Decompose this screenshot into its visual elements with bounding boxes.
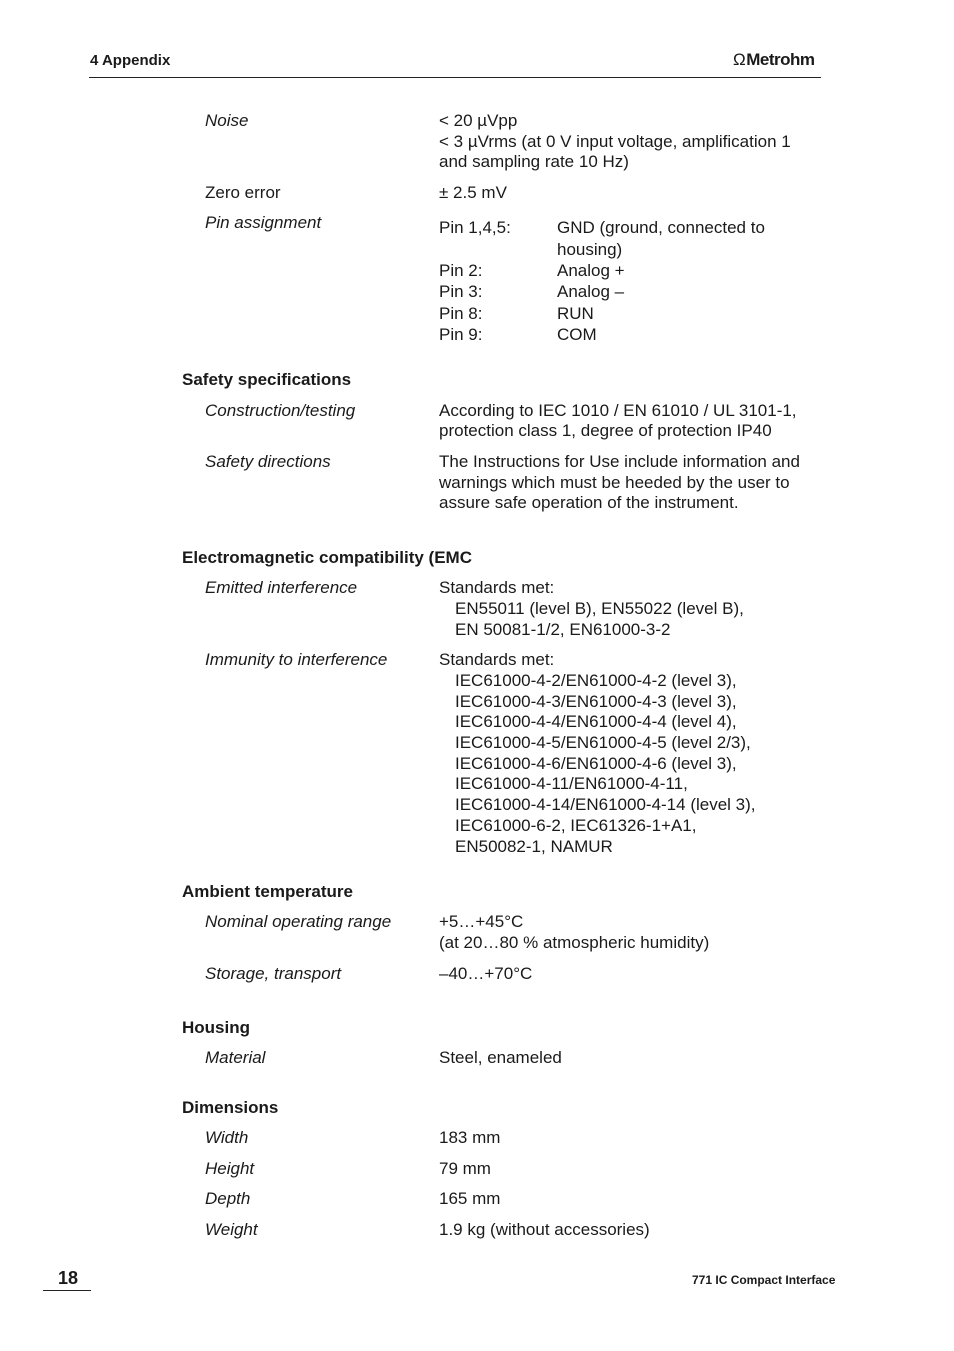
pin-label-2: Pin 2: (439, 261, 483, 280)
storage-label: Storage, transport (205, 964, 342, 983)
immunity-line-6: IEC61000-4-11/EN61000-4-11, (455, 774, 688, 793)
section-header: 4 Appendix (90, 52, 171, 69)
pin-value-8: RUN (557, 304, 594, 323)
pin-value-1: GND (ground, connected to (557, 218, 765, 237)
construction-value-1: According to IEC 1010 / EN 61010 / UL 3101-1, (439, 401, 797, 420)
brand-logo (733, 50, 815, 70)
safety-directions-label: Safety directions (205, 452, 331, 471)
pin-value-2: Analog + (557, 261, 625, 280)
construction-label: Construction/testing (205, 401, 356, 420)
immunity-line-7: IEC61000-4-14/EN61000-4-14 (level 3), (455, 795, 756, 814)
zero-error-value: ± 2.5 mV (439, 183, 507, 202)
noise-value-3: and sampling rate 10 Hz) (439, 152, 629, 171)
header-rule (89, 77, 821, 78)
pin-label-8: Pin 8: (439, 304, 483, 323)
ambient-heading: Ambient temperature (182, 882, 353, 901)
noise-value-1: < 20 µVpp (439, 111, 518, 130)
construction-value-2: protection class 1, degree of protection IP40 (439, 421, 772, 440)
safety-directions-2: warnings which must be heeded by the user to (439, 473, 790, 492)
width-value: 183 mm (439, 1128, 501, 1147)
dimensions-heading: Dimensions (182, 1098, 279, 1117)
immunity-label: Immunity to interference (205, 650, 388, 669)
pin-value-3: Analog – (557, 282, 625, 301)
emitted-label: Emitted interference (205, 578, 358, 597)
nominal-range-value-1: +5…+45°C (439, 912, 524, 931)
housing-heading: Housing (182, 1018, 250, 1037)
safety-directions-1: The Instructions for Use include information and (439, 452, 800, 471)
weight-label: Weight (205, 1220, 258, 1239)
pin-label-3: Pin 3: (439, 282, 483, 301)
immunity-head: Standards met: (439, 650, 555, 669)
material-value: Steel, enameled (439, 1048, 562, 1067)
depth-value: 165 mm (439, 1189, 501, 1208)
immunity-line-2: IEC61000-4-3/EN61000-4-3 (level 3), (455, 692, 737, 711)
immunity-line-5: IEC61000-4-6/EN61000-4-6 (level 3), (455, 754, 737, 773)
footer-rule (43, 1290, 91, 1291)
emitted-line-2: EN 50081-1/2, EN61000-3-2 (455, 620, 671, 639)
immunity-line-3: IEC61000-4-4/EN61000-4-4 (level 4), (455, 712, 737, 731)
depth-label: Depth (205, 1189, 251, 1208)
product-name: 771 IC Compact Interface (692, 1273, 836, 1287)
weight-value: 1.9 kg (without accessories) (439, 1220, 650, 1239)
immunity-line-8: IEC61000-6-2, IEC61326-1+A1, (455, 816, 697, 835)
pin-label-1: Pin 1,4,5: (439, 218, 511, 237)
immunity-line-4: IEC61000-4-5/EN61000-4-5 (level 2/3), (455, 733, 751, 752)
safety-heading: Safety specifications (182, 370, 352, 389)
pin-assignment-label: Pin assignment (205, 213, 322, 232)
immunity-line-1: IEC61000-4-2/EN61000-4-2 (level 3), (455, 671, 737, 690)
brand-name: Metrohm (746, 50, 815, 69)
height-label: Height (205, 1159, 255, 1178)
emc-heading: Electromagnetic compatibility (EMC (182, 548, 472, 567)
omega-icon: Ω (733, 50, 746, 69)
pin-value-1b: housing) (557, 240, 623, 259)
width-label: Width (205, 1128, 249, 1147)
safety-directions-3: assure safe operation of the instrument. (439, 493, 739, 512)
pin-label-9: Pin 9: (439, 325, 483, 344)
noise-label: Noise (205, 111, 249, 130)
immunity-line-9: EN50082-1, NAMUR (455, 837, 613, 856)
noise-value-2: < 3 µVrms (at 0 V input voltage, amplification 1 (439, 132, 791, 151)
material-label: Material (205, 1048, 266, 1067)
page-number: 18 (58, 1268, 79, 1288)
pin-value-9: COM (557, 325, 597, 344)
height-value: 79 mm (439, 1159, 491, 1178)
nominal-range-label: Nominal operating range (205, 912, 392, 931)
emitted-line-1: EN55011 (level B), EN55022 (level B), (455, 599, 744, 618)
emitted-head: Standards met: (439, 578, 555, 597)
zero-error-label: Zero error (205, 183, 281, 202)
storage-value: –40…+70°C (439, 964, 533, 983)
nominal-range-value-2: (at 20…80 % atmospheric humidity) (439, 933, 710, 952)
